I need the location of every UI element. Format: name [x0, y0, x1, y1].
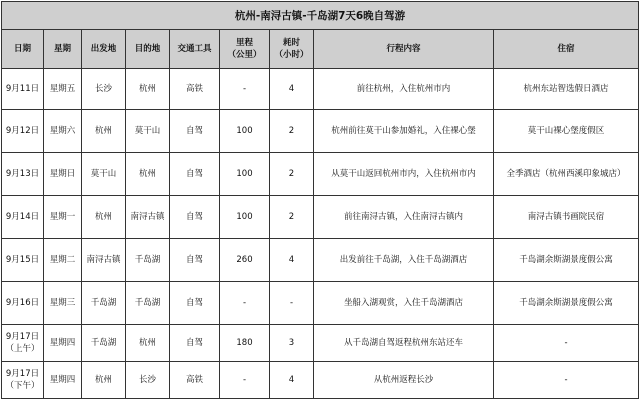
- duration-value: -: [289, 298, 294, 308]
- table-body: [2, 69, 639, 399]
- date-period-value: （上午）: [5, 344, 40, 354]
- itinerary-value: 从杭州返程长沙: [373, 375, 434, 385]
- distance-value: -: [242, 84, 247, 94]
- date-value: 9月13日: [5, 169, 40, 179]
- title-row: [2, 2, 639, 30]
- cell-duration: [270, 196, 314, 239]
- table-row: [2, 239, 639, 282]
- column-header-from: [82, 30, 126, 69]
- cell-itinerary: [314, 153, 494, 196]
- cell-from: [82, 239, 126, 282]
- cell-date: [2, 69, 44, 110]
- column-header-label: 星期: [53, 44, 71, 54]
- from-value: 杭州: [94, 375, 112, 385]
- cell-lodging: [494, 69, 639, 110]
- cell-distance: [220, 110, 270, 153]
- transport-value: 高铁: [185, 84, 203, 94]
- weekday-value: 星期四: [49, 338, 76, 348]
- from-value: 莫干山: [90, 169, 117, 179]
- weekday-value: 星期日: [49, 169, 76, 179]
- cell-to: [126, 69, 170, 110]
- itinerary-value: 坐船入湖观赏，入住千岛湖酒店: [343, 298, 463, 308]
- cell-date: [2, 110, 44, 153]
- date-value: 9月17日: [5, 369, 40, 379]
- cell-date: [2, 362, 44, 399]
- date-value: 9月17日: [5, 332, 40, 342]
- cell-distance: [220, 196, 270, 239]
- cell-transport: [170, 362, 220, 399]
- cell-itinerary: [314, 325, 494, 362]
- cell-to: [126, 282, 170, 325]
- transport-value: 自驾: [185, 338, 203, 348]
- cell-date: [2, 239, 44, 282]
- column-header-label: 耗时: [282, 38, 300, 48]
- lodging-value: 莫干山裸心堡度假区: [527, 126, 605, 136]
- distance-value: 180: [236, 338, 253, 348]
- table-row: [2, 196, 639, 239]
- cell-from: [82, 69, 126, 110]
- from-value: 杭州: [94, 126, 112, 136]
- column-header-date: [2, 30, 44, 69]
- distance-value: 100: [236, 169, 253, 179]
- table-row: [2, 362, 639, 399]
- cell-itinerary: [314, 239, 494, 282]
- cell-duration: [270, 362, 314, 399]
- weekday-value: 星期六: [49, 126, 76, 136]
- cell-transport: [170, 325, 220, 362]
- transport-value: 自驾: [185, 212, 203, 222]
- from-value: 千岛湖: [90, 338, 117, 348]
- lodging-value: -: [564, 375, 568, 385]
- cell-to: [126, 110, 170, 153]
- cell-duration: [270, 239, 314, 282]
- cell-itinerary: [314, 69, 494, 110]
- table-row: [2, 110, 639, 153]
- to-value: 莫干山: [134, 126, 161, 136]
- lodging-value: 杭州东站智选假日酒店: [523, 84, 609, 94]
- cell-date: [2, 325, 44, 362]
- cell-from: [82, 110, 126, 153]
- weekday-value: 星期二: [49, 255, 76, 265]
- duration-value: 2: [288, 169, 295, 179]
- itinerary-sheet: [1, 1, 638, 399]
- to-value: 千岛湖: [134, 255, 161, 265]
- from-value: 杭州: [94, 212, 112, 222]
- cell-itinerary: [314, 282, 494, 325]
- cell-from: [82, 362, 126, 399]
- lodging-value: 千岛湖余斯湖景度假公寓: [519, 255, 613, 265]
- cell-from: [82, 153, 126, 196]
- cell-weekday: [44, 239, 82, 282]
- date-period-value: （下午）: [5, 381, 40, 391]
- itinerary-value: 从千岛湖自驾返程杭州东站还车: [343, 338, 463, 348]
- distance-value: 260: [236, 255, 253, 265]
- cell-distance: [220, 69, 270, 110]
- distance-value: -: [242, 375, 247, 385]
- date-value: 9月14日: [5, 212, 40, 222]
- cell-weekday: [44, 69, 82, 110]
- from-value: 南浔古镇: [86, 255, 121, 265]
- duration-value: 4: [288, 84, 295, 94]
- to-value: 杭州: [138, 84, 156, 94]
- column-header-label: 日期: [13, 44, 31, 54]
- from-value: 千岛湖: [90, 298, 117, 308]
- table-title: 杭州-南浔古镇-千岛湖7天6晚自驾游: [2, 2, 639, 30]
- cell-to: [126, 239, 170, 282]
- cell-lodging: [494, 282, 639, 325]
- table-row: [2, 153, 639, 196]
- transport-value: 高铁: [185, 375, 203, 385]
- column-header-label: 里程: [235, 38, 253, 48]
- table-row: [2, 325, 639, 362]
- cell-distance: [220, 325, 270, 362]
- weekday-value: 星期一: [49, 212, 76, 222]
- cell-lodging: [494, 110, 639, 153]
- date-value: 9月15日: [5, 255, 40, 265]
- cell-lodging: [494, 196, 639, 239]
- cell-transport: [170, 153, 220, 196]
- date-value: 9月11日: [5, 84, 40, 94]
- weekday-value: 星期四: [49, 375, 76, 385]
- distance-value: 100: [236, 126, 253, 136]
- weekday-value: 星期三: [49, 298, 76, 308]
- cell-itinerary: [314, 196, 494, 239]
- table-row: [2, 69, 639, 110]
- column-header-unit: （小时）: [274, 50, 309, 60]
- to-value: 杭州: [138, 338, 156, 348]
- itinerary-value: 从莫干山返回杭州市内，入住杭州市内: [331, 169, 476, 179]
- cell-itinerary: [314, 110, 494, 153]
- itinerary-value: 前往南浔古镇，入住南浔古镇内: [343, 212, 463, 222]
- cell-weekday: [44, 110, 82, 153]
- lodging-value: 全季酒店（杭州西溪印象城店）: [506, 169, 626, 179]
- cell-from: [82, 196, 126, 239]
- cell-weekday: [44, 153, 82, 196]
- cell-lodging: [494, 153, 639, 196]
- cell-itinerary: [314, 362, 494, 399]
- column-header-label: 交通工具: [177, 44, 212, 54]
- cell-weekday: [44, 362, 82, 399]
- column-header-transport: [170, 30, 220, 69]
- distance-value: 100: [236, 212, 253, 222]
- duration-value: 4: [288, 375, 295, 385]
- lodging-value: 南浔古镇书画院民宿: [527, 212, 605, 222]
- cell-from: [82, 282, 126, 325]
- column-header-distance: [220, 30, 270, 69]
- cell-date: [2, 153, 44, 196]
- column-header-to: [126, 30, 170, 69]
- to-value: 杭州: [138, 169, 156, 179]
- to-value: 南浔古镇: [130, 212, 165, 222]
- column-header-label: 出发地: [90, 44, 117, 54]
- cell-distance: [220, 282, 270, 325]
- cell-lodging: [494, 325, 639, 362]
- duration-value: 3: [288, 338, 295, 348]
- header-row: [2, 30, 639, 69]
- cell-distance: [220, 362, 270, 399]
- cell-duration: [270, 110, 314, 153]
- column-header-label: 目的地: [134, 44, 161, 54]
- lodging-value: -: [564, 338, 568, 348]
- cell-from: [82, 325, 126, 362]
- column-header-duration: [270, 30, 314, 69]
- cell-to: [126, 196, 170, 239]
- transport-value: 自驾: [185, 298, 203, 308]
- cell-to: [126, 325, 170, 362]
- from-value: 长沙: [94, 84, 112, 94]
- cell-transport: [170, 69, 220, 110]
- distance-value: -: [242, 298, 247, 308]
- transport-value: 自驾: [185, 126, 203, 136]
- cell-duration: [270, 69, 314, 110]
- cell-transport: [170, 110, 220, 153]
- transport-value: 自驾: [185, 169, 203, 179]
- cell-transport: [170, 282, 220, 325]
- duration-value: 2: [288, 212, 295, 222]
- cell-weekday: [44, 196, 82, 239]
- date-value: 9月16日: [5, 298, 40, 308]
- column-header-lodging: [494, 30, 639, 69]
- itinerary-value: 出发前往千岛湖，入住千岛湖酒店: [339, 255, 468, 265]
- cell-duration: [270, 282, 314, 325]
- date-value: 9月12日: [5, 126, 40, 136]
- column-header-itinerary: [314, 30, 494, 69]
- cell-transport: [170, 239, 220, 282]
- cell-date: [2, 282, 44, 325]
- cell-duration: [270, 153, 314, 196]
- cell-weekday: [44, 325, 82, 362]
- column-header-unit: （公里）: [227, 50, 262, 60]
- itinerary-table: [1, 1, 639, 399]
- cell-transport: [170, 196, 220, 239]
- column-header-label: 行程内容: [386, 44, 421, 54]
- duration-value: 2: [288, 126, 295, 136]
- transport-value: 自驾: [185, 255, 203, 265]
- to-value: 千岛湖: [134, 298, 161, 308]
- cell-date: [2, 196, 44, 239]
- column-header-label: 住宿: [557, 44, 575, 54]
- cell-duration: [270, 325, 314, 362]
- to-value: 长沙: [138, 375, 156, 385]
- cell-distance: [220, 153, 270, 196]
- duration-value: 4: [288, 255, 295, 265]
- itinerary-value: 前往杭州，入住杭州市内: [356, 84, 451, 94]
- cell-lodging: [494, 239, 639, 282]
- column-header-weekday: [44, 30, 82, 69]
- cell-distance: [220, 239, 270, 282]
- cell-lodging: [494, 362, 639, 399]
- itinerary-value: 杭州前往莫干山参加婚礼，入住裸心堡: [331, 126, 476, 136]
- lodging-value: 千岛湖余斯湖景度假公寓: [519, 298, 613, 308]
- cell-to: [126, 362, 170, 399]
- cell-to: [126, 153, 170, 196]
- cell-weekday: [44, 282, 82, 325]
- table-row: [2, 282, 639, 325]
- weekday-value: 星期五: [49, 84, 76, 94]
